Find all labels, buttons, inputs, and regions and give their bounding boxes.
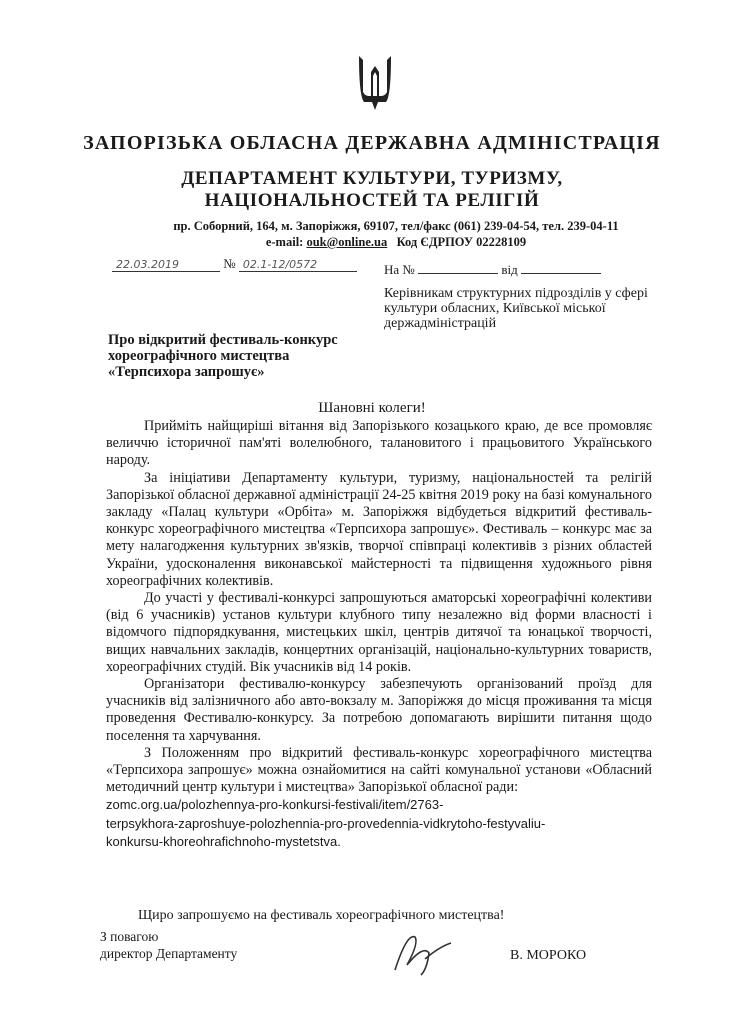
incoming-date-blank	[521, 273, 601, 274]
signatory-name: В. МОРОКО	[510, 948, 587, 963]
subject: Про відкритий фестиваль-конкурс хореографічного мистецтва «Терпсихора запрошує»	[108, 332, 338, 380]
edrpou-code: Код ЄДРПОУ 02228109	[396, 235, 527, 249]
closing-line: Щиро запрошуємо на фестиваль хореографічного мистецтва!	[138, 908, 505, 923]
paragraph: З Положенням про відкритий фестиваль-конкурс хореографічного мистецтва «Терпсихора запрошує» можна ознайомитися на сайті комунальної установи «Обласний методичний центр культури і мистецтва» Запорізької обласної ради:	[106, 744, 652, 796]
address: пр. Соборний, 164, м. Запоріжжя, 69107, тел/факс (061) 239-04-54, тел. 239-04-11	[173, 219, 619, 233]
website-link[interactable]: zomc.org.ua/polozhennya-pro-konkursi-festivali/item/2763- terpsykhora-zaproshuye-polozhennia-pro-provedennia-vidkrytoho-festyvaliu- konkursu-khoreohrafichnoho-mystetstva.	[106, 797, 546, 849]
signature-block: З повагою директор Департаменту	[100, 929, 238, 961]
incoming-number-blank	[418, 273, 498, 274]
department-title	[0, 168, 744, 212]
paragraph: За ініціативи Департаменту культури, туризму, національностей та релігій Запорізької обласної державної адміністрації 24-25 квітня 2019 року на базі комунального закладу «Палац культури «Орбіта» м. Запоріжжя відбудеться відкритий фестиваль-конкурс хореографічного мистецтва «Терпсихора запрошує». Фестиваль – конкурс має за мету налагодження культурних зв'язків, творчої співпраці колективів з різних областей України, удосконалення виконавської майстерності та підвищення художнього рівня хореографічних колективів.	[106, 469, 652, 589]
trident-emblem-icon	[355, 52, 395, 114]
greeting: Шановні колеги!	[318, 400, 426, 416]
org-title: ЗАПОРІЗЬКА ОБЛАСНА ДЕРЖАВНА АДМІНІСТРАЦІЯ	[83, 132, 661, 154]
paragraph: Організатори фестивалю-конкурсу забезпечують організований проїзд для учасників від залізничного або авто-вокзалу м. Запоріжжя до місця проживання та місця проведення Фестивалю-конкурсу. За потребою допомагають вирішити питання щодо поселення та харчування.	[106, 676, 652, 744]
registration-line: 22.03.2019 № 02.1-12/0572	[112, 256, 357, 272]
paragraph: До участі у фестивалі-конкурсі запрошуються аматорські хореографічні колективи (від 6 учасників) установ культури клубного типу незалежно від форми власності і відомчого підпорядкування, мистецьких шкіл, центрів дитячої та юнацької творчості, вищих навчальних закладів, концертних організацій, національно-культурних товариств, хореографічних студій. Вік учасників від 14 років.	[106, 590, 652, 675]
recipient: Керівникам структурних підрозділів у сфері культури обласних, Київської міської держадміністрацій	[384, 286, 648, 331]
handwritten-signature-icon	[385, 925, 460, 980]
letter-body	[106, 418, 652, 851]
address-block	[60, 218, 732, 250]
outgoing-number: 02.1-12/0572	[239, 258, 357, 272]
email-link[interactable]: ouk@online.ua	[306, 235, 388, 249]
department-line-1: ДЕПАРТАМЕНТ КУЛЬТУРИ, ТУРИЗМУ,	[181, 168, 563, 189]
incoming-reference: На № від	[384, 262, 601, 278]
outgoing-date: 22.03.2019	[112, 258, 220, 272]
contact-line: e-mail: ouk@online.ua Код ЄДРПОУ 02228109	[265, 235, 527, 249]
paragraph: Прийміть найщиріші вітання від Запорізького козацького краю, де все промовляє величчю історичної пам'яті волелюбного, талановитого і працьовитого Українського народу.	[106, 418, 652, 469]
department-line-2: НАЦІОНАЛЬНОСТЕЙ ТА РЕЛІГІЙ	[204, 190, 540, 211]
